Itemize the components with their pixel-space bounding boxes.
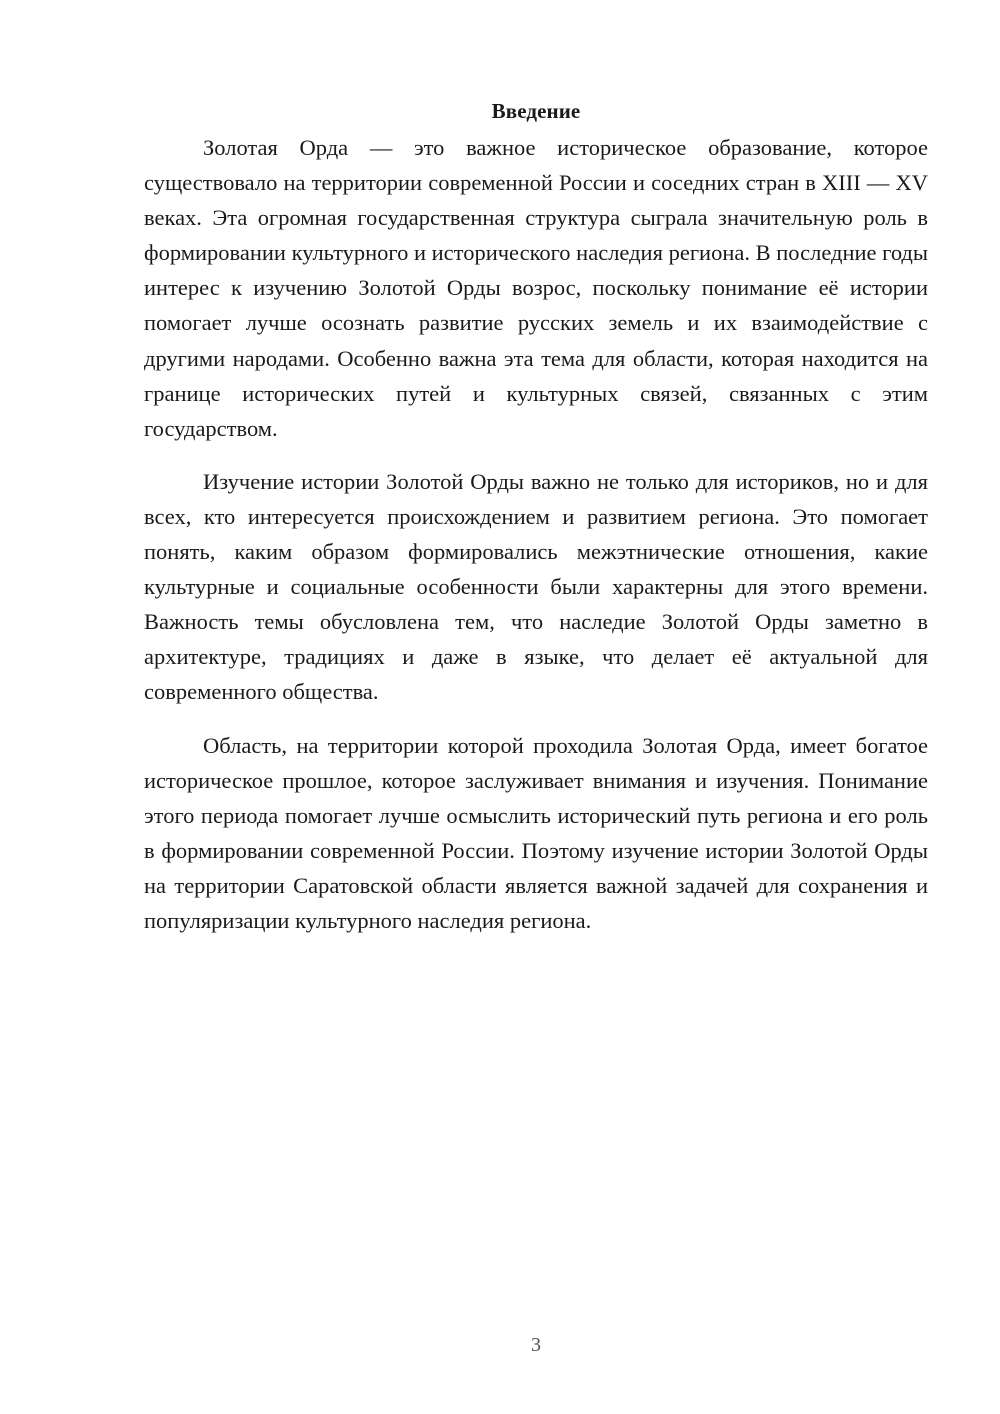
- paragraph-3: Область, на территории которой проходила Золотая Орда, имеет богатое историческое прошлое, которое заслуживает внимания и изучения. Понимание этого периода помогает лучше осмыслить исторический путь региона и его роль в формировании современной России. Поэтому изучение истории Золотой Орды на территории Саратовской области является важной задачей для сохранения и популяризации культурного наследия региона.: [144, 732, 928, 933]
- page-content: [144, 96, 928, 956]
- section-heading: Введение: [491, 99, 581, 123]
- paragraph-2: Изучение истории Золотой Орды важно не только для историков, но и для всех, кто интересуется происхождением и развитием региона. Это помогает понять, каким образом формировались межэтнические отношения, какие культурные и социальные особенности были характерны для этого времени. Важность темы обусловлена тем, что наследие Золотой Орды заметно в архитектуре, традициях и даже в языке, что делает её актуальной для современного общества.: [144, 468, 928, 705]
- page-number: 3: [531, 1334, 541, 1356]
- paragraph-1: Золотая Орда — это важное историческое образование, которое существовало на территории современной России и соседних стран в XIII — XV веках. Эта огромная государственная структура сыграла значительную роль в формировании культурного и исторического наследия региона. В последние годы интерес к изучению Золотой Орды возрос, поскольку понимание её истории помогает лучше осознать развитие русских земель и их взаимодействие с другими народами. Особенно важна эта тема для области, которая находится на границе исторических путей и культурных связей, связанных с этим государством.: [144, 135, 928, 441]
